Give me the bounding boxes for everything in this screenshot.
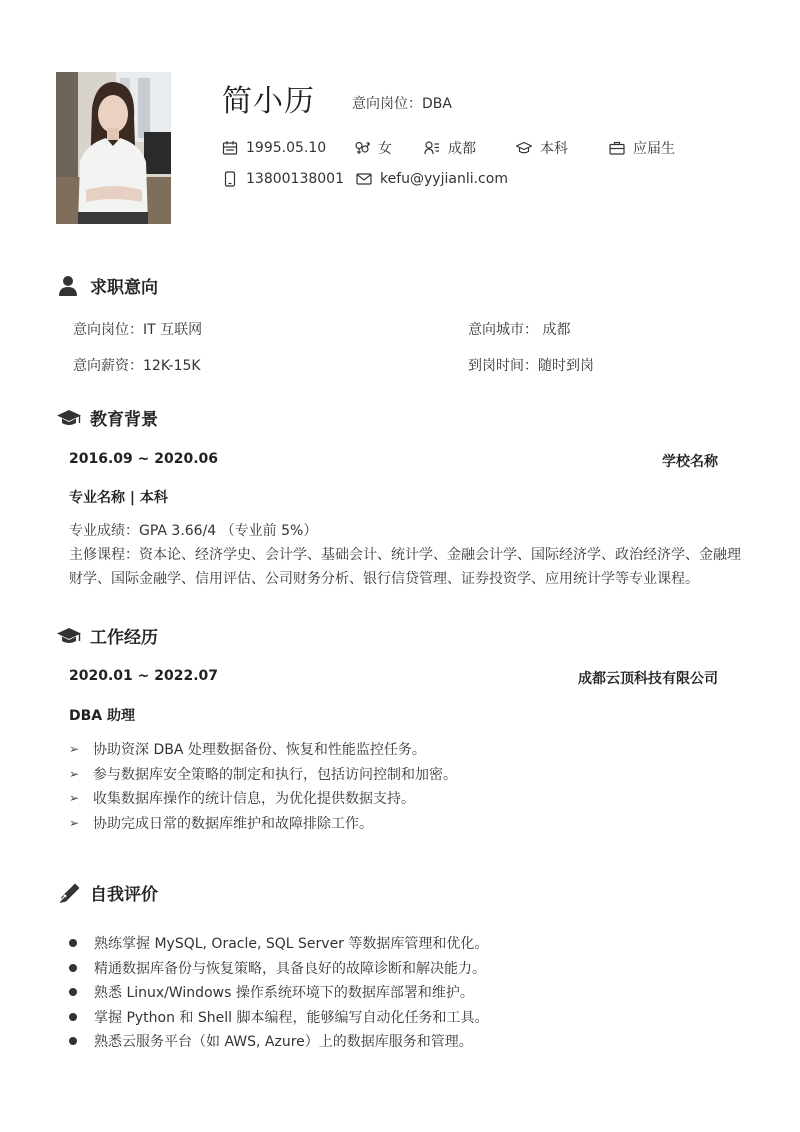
list-item-text: 协助完成日常的数据库维护和故障排除工作。 xyxy=(93,815,373,832)
work-duties-list xyxy=(69,737,749,835)
mortarboard-icon xyxy=(56,625,82,647)
dot-bullet-icon xyxy=(69,988,94,996)
work-role: DBA 助理 xyxy=(69,708,136,724)
briefcase-icon xyxy=(609,140,625,156)
intention-city: 意向城市： 成都 xyxy=(468,322,571,338)
education-courses: 主修课程：资本论、经济学史、会计学、基础会计、统计学、金融会计学、国际经济学、政治经济学、金融理财学、国际金融学、信用评估、公司财务分析、银行信贷管理、证券投资学、应用统计学等专业课程。 xyxy=(69,547,741,587)
education-period: 2016.09 ~ 2020.06 xyxy=(69,451,219,467)
list-item-text: 收集数据库操作的统计信息，为优化提供数据支持。 xyxy=(93,791,415,808)
mortarboard-icon xyxy=(56,407,82,429)
arrow-bullet-icon: ➢ xyxy=(69,742,80,757)
section-title-text: 自我评价 xyxy=(90,885,158,905)
birthday-text: 1995.05.10 xyxy=(246,140,327,156)
gender-text: 女 xyxy=(378,141,392,157)
status-item xyxy=(609,138,675,158)
phone-item xyxy=(222,171,344,187)
candidate-name: 简小历 xyxy=(222,84,315,119)
list-item xyxy=(69,811,749,836)
intention-position: 意向岗位：IT 互联网 xyxy=(73,322,203,338)
email-item xyxy=(356,171,508,187)
list-item-text: 熟练掌握 MySQL, Oracle, SQL Server 等数据库管理和优化。 xyxy=(94,936,489,953)
list-item-text: 协助资深 DBA 处理数据备份、恢复和性能监控任务。 xyxy=(93,742,426,759)
list-item-text: 熟悉 Linux/Windows 操作系统环境下的数据库部署和维护。 xyxy=(94,985,474,1002)
list-item xyxy=(69,762,749,787)
section-title-intention xyxy=(56,273,158,298)
arrow-bullet-icon: ➢ xyxy=(69,815,80,830)
gender-item xyxy=(354,138,392,158)
pen-icon xyxy=(56,882,82,904)
section-title-text: 工作经历 xyxy=(90,628,158,648)
phone-text: 13800138001 xyxy=(246,171,344,187)
work-company: 成都云顶科技有限公司 xyxy=(578,671,718,687)
dot-bullet-icon xyxy=(69,1013,94,1021)
list-item-text: 精通数据库备份与恢复策略，具备良好的故障诊断和解决能力。 xyxy=(94,960,486,977)
degree-text: 本科 xyxy=(540,141,568,157)
intention-arrival: 到岗时间：随时到岗 xyxy=(468,358,594,374)
list-item xyxy=(69,1005,749,1030)
dot-bullet-icon xyxy=(69,1037,94,1045)
target-position: 意向岗位：DBA xyxy=(352,96,452,112)
section-title-text: 教育背景 xyxy=(90,410,158,430)
list-item-text: 掌握 Python 和 Shell 脚本编程，能够编写自动化任务和工具。 xyxy=(94,1009,489,1026)
graduation-cap-icon xyxy=(516,140,532,156)
dot-bullet-icon xyxy=(69,964,94,972)
email-text: kefu@yyjianli.com xyxy=(380,171,508,187)
list-item-text: 参与数据库安全策略的制定和执行，包括访问控制和加密。 xyxy=(93,766,457,783)
section-title-self-eval xyxy=(56,880,158,905)
list-item-text: 熟悉云服务平台（如 AWS, Azure）上的数据库服务和管理。 xyxy=(94,1034,473,1051)
id-card-icon xyxy=(424,140,440,156)
status-text: 应届生 xyxy=(633,141,675,157)
self-eval-list xyxy=(69,931,749,1054)
birthday-item xyxy=(222,140,326,156)
intention-salary: 意向薪资：12K-15K xyxy=(73,358,201,374)
person-icon xyxy=(56,275,82,297)
list-item xyxy=(69,786,749,811)
list-item xyxy=(69,1029,749,1054)
education-school: 学校名称 xyxy=(662,454,718,470)
education-gpa: 专业成绩：GPA 3.66/4 （专业前 5%） xyxy=(69,523,318,539)
arrow-bullet-icon: ➢ xyxy=(69,791,80,806)
city-item xyxy=(424,138,476,158)
phone-icon xyxy=(222,171,238,187)
section-title-education xyxy=(56,405,158,430)
dot-bullet-icon xyxy=(69,939,94,947)
profile-photo xyxy=(56,72,171,224)
calendar-icon xyxy=(222,140,238,156)
gender-icon xyxy=(354,140,370,156)
city-text: 成都 xyxy=(448,141,476,157)
list-item xyxy=(69,737,749,762)
list-item xyxy=(69,956,749,981)
education-major: 专业名称 | 本科 xyxy=(69,490,168,506)
work-period: 2020.01 ~ 2022.07 xyxy=(69,668,219,684)
section-title-text: 求职意向 xyxy=(90,278,158,298)
list-item xyxy=(69,931,749,956)
envelope-icon xyxy=(356,171,372,187)
section-title-work xyxy=(56,623,158,648)
degree-item xyxy=(516,138,568,158)
arrow-bullet-icon: ➢ xyxy=(69,766,80,781)
list-item xyxy=(69,980,749,1005)
